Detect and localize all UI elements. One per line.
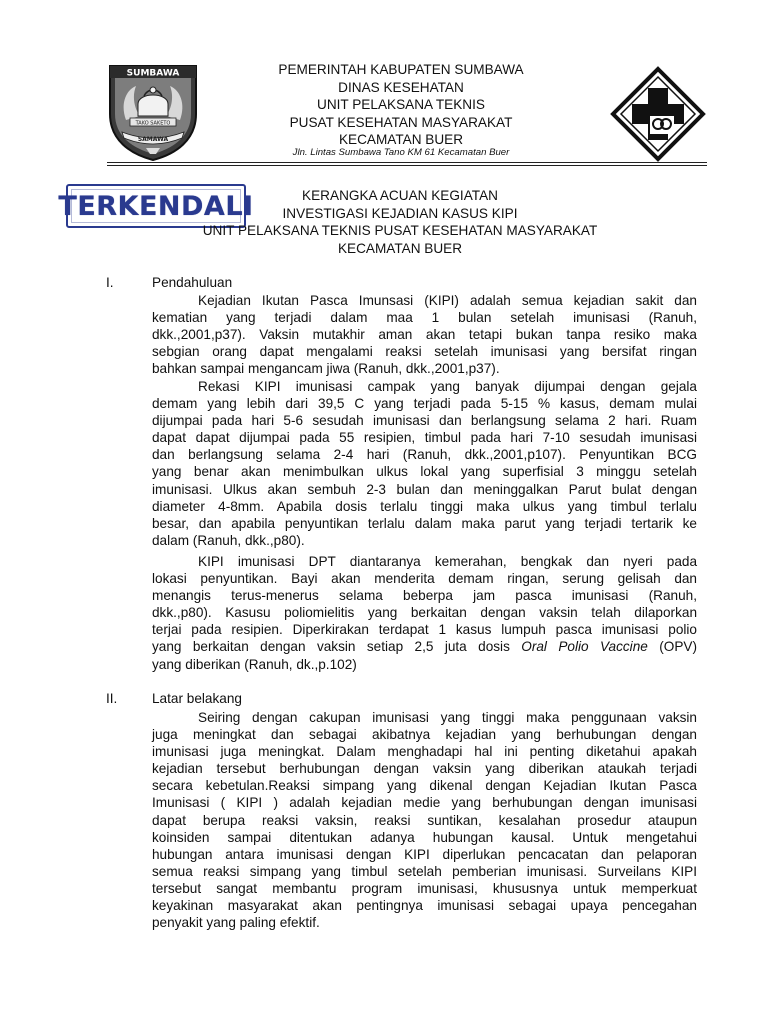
paragraph-line: bahkan sampai mengancam jiwa (Ranuh, dkk.,2001,p37).: [152, 361, 500, 377]
title-line: KERANGKA ACUAN KEGIATAN: [302, 188, 498, 203]
section-title: Latar belakang: [152, 691, 242, 706]
paragraph-line: diameter 4-8mm. Apabila dosis terlalu tinggi maka ulkus yang timbul terlalu: [152, 498, 697, 514]
paragraph-line: dkk.,p80). Kasusu poliomielitis yang berkaitan dengan vaksin telah dilaporkan: [152, 605, 697, 621]
paragraph-line: dapat dapat dijumpai pada 55 resipien, timbul pada hari 7-10 sesudah imunisasi: [152, 430, 697, 446]
paragraph-line: imunisasi juga meningkat. Dalam menghadapi hal ini penting diketahui apakah: [152, 744, 697, 760]
italic-term: Oral Polio Vaccine: [521, 639, 648, 655]
header-rule-thin: [107, 165, 707, 166]
agency-line: UNIT PELAKSANA TEKNIS: [317, 97, 485, 113]
paragraph-line: Imunisasi ( KIPI ) adalah kejadian medie yang berhubungan dengan imunisasi: [152, 795, 697, 811]
section-number: I.: [106, 275, 114, 290]
paragraph-line: imunisasi. Ulkus akan sembuh 2-3 bulan dan meninggalkan Parut bulat dengan: [152, 481, 697, 497]
paragraph-line: hubungan antara imunisasi dengan KIPI diperlukan pencacatan dan pelaporan: [152, 846, 697, 862]
paragraph-line: tersebut sangat membantu program imunisasi, khususnya untuk memperkuat: [152, 880, 697, 896]
paragraph: [152, 709, 697, 931]
paragraph-line: yang benar akan menimbulkan ulkus lokal yang superfisial 3 minggu setelah: [152, 464, 697, 480]
paragraph-line: dalam (Ranuh, dkk.,p80).: [152, 532, 305, 548]
paragraph-line: besar, dan apabila penyuntikan terlalu dalam maka parut yang terjadi tertarik ke: [152, 515, 697, 531]
section-number: II.: [106, 691, 118, 706]
paragraph-line: Seiring dengan cakupan imunisasi yang tinggi maka penggunaan vaksin: [198, 710, 697, 725]
emblem-top-text: SUMBAWA: [126, 68, 180, 79]
agency-address: Jln. Lintas Sumbawa Tano KM 61 Kecamatan Buer: [292, 147, 510, 158]
paragraph-line: secara kebetulan.Reaksi simpang yang dikenal dengan Kejadian Ikutan Pasca: [152, 778, 697, 794]
paragraph-line: lokasi penyuntikan. Bayi akan menderita demam ringan, serung gelisah dan: [152, 571, 697, 587]
paragraph-line: sebgian orang dapat mengalami reaksi setelah imunisasi yang bersifat ringan: [152, 344, 697, 360]
paragraph: [152, 378, 697, 549]
paragraph-line: penyakit yang paling efektif.: [152, 915, 320, 931]
agency-line: PEMERINTAH KABUPATEN SUMBAWA: [278, 62, 524, 77]
paragraph-line: dkk.,2001,p37). Vaksin mutakhir aman akan tetapi bukan tanpa resiko maka: [152, 327, 697, 343]
paragraph-line: dan berlangsung selama 2-4 hari (Ranuh, dkk.,2001,p107). Penyuntikan BCG: [152, 447, 697, 463]
emblem-bottom-text: SAMAWA: [137, 136, 169, 143]
paragraph: [152, 292, 697, 377]
section-title: Pendahuluan: [152, 275, 233, 290]
header-rule: [107, 162, 707, 163]
paragraph-line: semua reaksi simpang yang timbul setelah pemberian imunisasi. Surveilans KIPI: [152, 863, 697, 879]
paragraph-line: yang berkaitan dengan vaksin setiap 2,5 juta dosis: [152, 639, 522, 655]
paragraph-line: koinsiden sampai ditentukan adanya hubungan kausal. Untuk mengetahui: [152, 829, 697, 845]
paragraph-line: (OPV): [647, 639, 697, 655]
title-line: UNIT PELAKSANA TEKNIS PUSAT KESEHATAN MASYARAKAT: [202, 223, 598, 239]
paragraph-line: keyakinan masyarakat akan pentingnya imunisasi sebagai upaya pencegahan: [152, 898, 697, 914]
puskesmas-logo: [610, 66, 706, 162]
paragraph-line: kematian yang terjadi dalam maa 1 bulan setelah imunisasi (Ranuh,: [152, 310, 697, 326]
paragraph-line: terjai pada resipien. Diperkirakan terdapat 1 kasus lumpuh pasca imunisasi polio: [152, 622, 697, 638]
paragraph-line: demam yang lebih dari 39,5 C yang terjadi pada 5-15 % kasus, demam mulai: [152, 396, 697, 412]
title-line: KECAMATAN BUER: [337, 240, 463, 256]
sumbawa-emblem-logo: [106, 62, 200, 162]
agency-line: PUSAT KESEHATAN MASYARAKAT: [289, 114, 513, 130]
agency-line: KECAMATAN BUER: [338, 132, 464, 148]
paragraph-line: Kejadian Ikutan Pasca Imunsasi (KIPI) adalah semua kejadian sakit dan: [198, 293, 697, 308]
paragraph-line: dapat berupa reaksi vaksin, reaksi suntikan, kesalahan prosedur ataupun: [152, 812, 697, 828]
paragraph-line: KIPI imunisasi DPT diantaranya kemerahan, bengkak dan nyeri pada: [198, 554, 697, 569]
paragraph-line: juga meningkat dan sebagai akibatnya kejadian yang berhubungan dengan: [152, 727, 697, 743]
agency-line: DINAS KESEHATAN: [338, 79, 464, 95]
document-title: [160, 187, 640, 257]
terkendali-stamp: TERKENDALI: [66, 184, 246, 228]
title-line: INVESTIGASI KEJADIAN KASUS KIPI: [282, 205, 518, 221]
emblem-motto: TAKO SAKETO: [135, 120, 171, 127]
paragraph-line: kejadian tersebut berhubungan dengan vaksin yang diberikan ataukah terjadi: [152, 761, 697, 777]
paragraph: [152, 553, 697, 673]
paragraph-line: dijumpai pada hari 5-6 sesudah imunisasi dan berlangsung selama 2 hari. Ruam: [152, 413, 697, 429]
paragraph-line: yang diberikan (Ranuh, dk.,p.102): [152, 656, 357, 672]
agency-header: [200, 61, 602, 149]
paragraph-line: Rekasi KIPI imunisasi campak yang banyak dijumpai dengan gejala: [198, 379, 697, 394]
paragraph-line: menangis terus-menerus selama beberpa jam pasca imunisasi (Ranuh,: [152, 588, 697, 604]
